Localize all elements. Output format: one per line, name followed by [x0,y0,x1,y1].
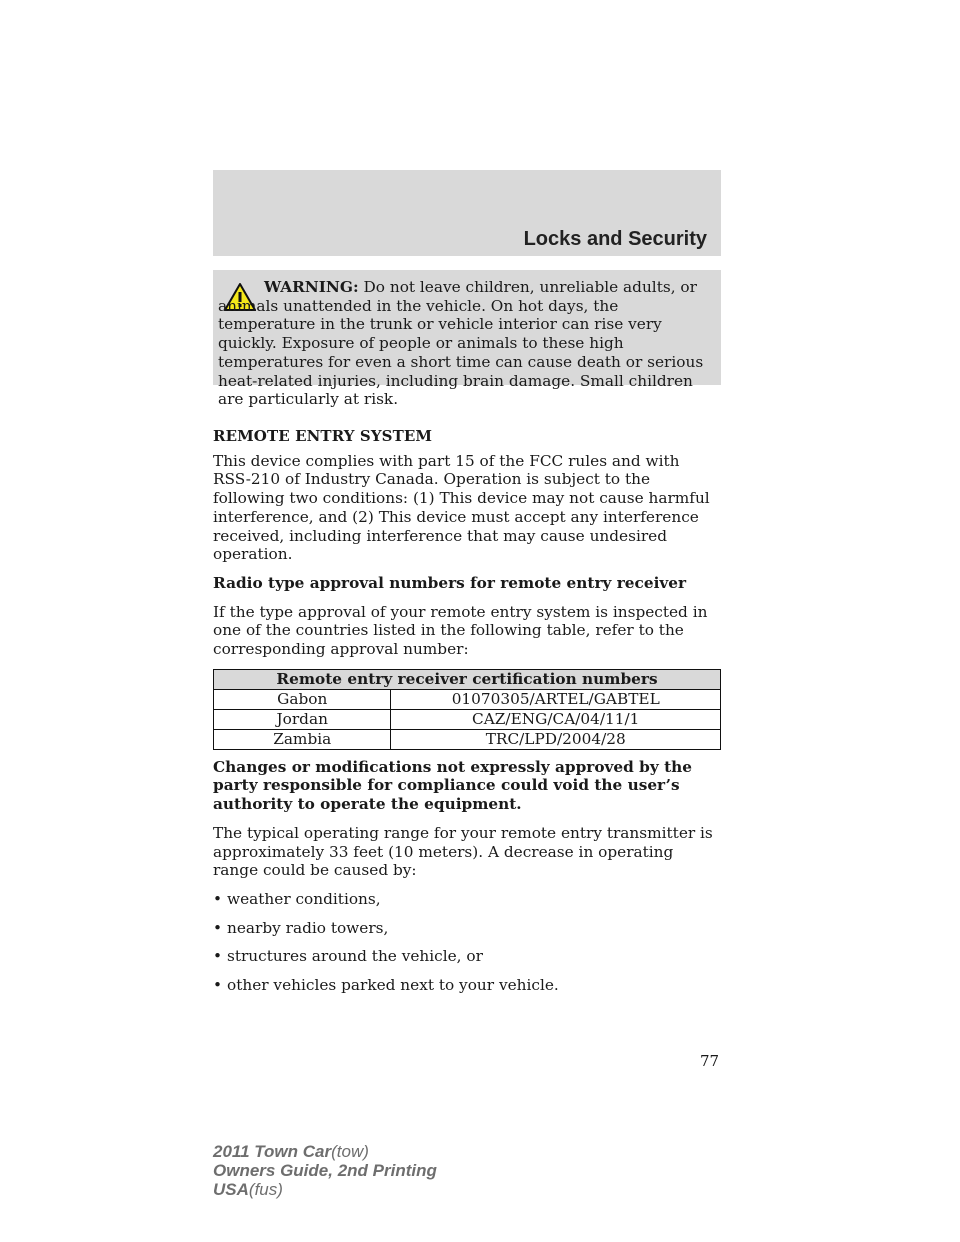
certification-table [213,669,721,750]
table-cell-country: Zambia [214,729,391,749]
section-heading: REMOTE ENTRY SYSTEM [213,427,433,445]
compliance-warning-paragraph: Changes or modifications not expressly approved by the party responsible for compliance could void the user’s authority to operate the equipment. [213,757,693,814]
list-item: • weather conditions, [213,889,381,908]
range-factors-list [213,890,721,995]
table-cell-country: Jordan [214,709,391,729]
approval-subheading: Radio type approval numbers for remote entry receiver [213,573,687,592]
bullet-icon: • [213,918,223,937]
fcc-compliance-paragraph: This device complies with part 15 of the FCC rules and with RSS-210 of Industry Canada. Operation is subject to the following two conditions: (1) This device may not cause harmful interference, and (2) This device must accept any interference received, including interference that may cause undesired operation. [213,451,710,564]
bullet-icon: • [213,976,223,995]
header-band [213,170,721,256]
list-item: • nearby radio towers, [213,918,389,937]
page-number: 77 [700,1052,720,1070]
table-row [214,729,721,749]
table-cell-number: TRC/LPD/2004/28 [391,729,721,749]
section-title: Locks and Security [523,228,707,250]
table-cell-number: CAZ/ENG/CA/04/11/1 [391,709,721,729]
table-cell-number: 01070305/ARTEL/GABTEL [391,689,721,709]
warning-body: Do not leave children, unreliable adults, or animals unattended in the vehicle. On hot days, the temperature in the trunk or vehicle interior can rise very quickly. Exposure of people or animals to these high temperatures for even a short time can cause death or serious heat-related injuries, including brain damage. Small children are particularly at risk. [218,278,704,409]
table-header: Remote entry receiver certification numbers [214,669,721,689]
bullet-icon: • [213,947,223,966]
warning-box [213,270,721,409]
bullet-icon: • [213,889,223,908]
warning-label: WARNING: [264,278,359,296]
table-row [214,709,721,729]
table-cell-country: Gabon [214,689,391,709]
list-item: • structures around the vehicle, or [213,947,483,966]
table-row [214,689,721,709]
main-content [213,427,721,1005]
approval-intro-paragraph: If the type approval of your remote entry system is inspected in one of the countries listed in the following table, refer to the corresponding approval number: [213,602,708,659]
footer-line-1: 2011 Town Car(tow) [213,1142,369,1161]
footer-line-2: Owners Guide, 2nd Printing [213,1161,437,1180]
warning-text [218,278,716,409]
footer-imprint [213,1142,437,1199]
list-item: • other vehicles parked next to your vehicle. [213,976,559,995]
operating-range-paragraph: The typical operating range for your remote entry transmitter is approximately 33 feet (10 meters). A decrease in operating range could be caused by: [213,823,713,880]
footer-line-3: USA(fus) [213,1180,283,1199]
table-header-row [214,669,721,689]
